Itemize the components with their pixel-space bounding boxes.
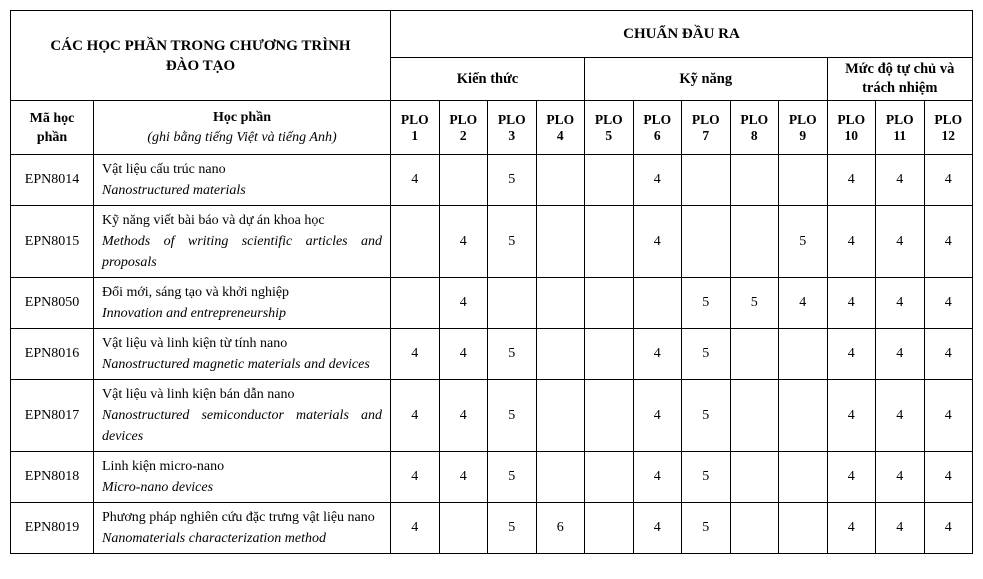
plo-value-cell <box>439 155 488 206</box>
course-name-english: Nanostructured semiconductor materials and devices <box>102 408 382 444</box>
plo-number: 7 <box>702 127 710 143</box>
plo-value-cell <box>585 452 634 503</box>
left-title-text: CÁC HỌC PHẦN TRONG CHƯƠNG TRÌNH ĐÀO TẠO <box>50 37 351 74</box>
group-header-ky-nang <box>585 58 828 101</box>
plo-column-header-5 <box>585 101 634 155</box>
plo-value-cell <box>730 206 779 278</box>
course-code-cell: EPN8016 <box>11 329 94 380</box>
course-name-vietnamese: Kỹ năng viết bài báo và dự án khoa học <box>102 213 325 228</box>
plo-value-cell: 5 <box>488 206 537 278</box>
plo-value-cell: 4 <box>924 380 973 452</box>
plo-value-cell: 4 <box>924 278 973 329</box>
plo-value-cell <box>779 155 828 206</box>
plo-value-cell: 4 <box>827 452 876 503</box>
plo-value-cell: 4 <box>391 503 440 554</box>
header-row-columns <box>11 101 973 155</box>
plo-value-cell: 4 <box>633 329 682 380</box>
plo-prefix: PLO <box>400 111 429 127</box>
plo-value-cell <box>633 278 682 329</box>
plo-value-cell: 4 <box>827 155 876 206</box>
plo-number: 5 <box>605 127 613 143</box>
plo-value-cell: 4 <box>391 329 440 380</box>
table-row <box>11 380 973 452</box>
plo-value-cell: 6 <box>536 503 585 554</box>
plo-value-cell: 4 <box>827 206 876 278</box>
plo-column-header-2 <box>439 101 488 155</box>
plo-value-cell <box>730 380 779 452</box>
plo-value-cell <box>730 329 779 380</box>
plo-value-cell: 4 <box>876 155 925 206</box>
course-name-english: Innovation and entrepreneurship <box>102 306 287 321</box>
course-code-cell: EPN8014 <box>11 155 94 206</box>
plo-value-cell: 4 <box>876 503 925 554</box>
course-name-vietnamese: Linh kiện micro-nano <box>102 459 225 474</box>
table-body <box>11 155 973 554</box>
plo-value-cell <box>585 155 634 206</box>
table-row <box>11 155 973 206</box>
plo-value-cell: 5 <box>682 503 731 554</box>
plo-value-cell <box>682 155 731 206</box>
plo-value-cell <box>585 206 634 278</box>
plo-value-cell <box>779 503 828 554</box>
course-name-cell <box>94 278 391 329</box>
plo-number: 6 <box>653 127 661 143</box>
plo-value-cell <box>391 278 440 329</box>
table-row <box>11 206 973 278</box>
plo-value-cell <box>488 278 537 329</box>
right-title-header: CHUẨN ĐẦU RA <box>391 11 973 58</box>
plo-column-header-1 <box>391 101 440 155</box>
table-row <box>11 278 973 329</box>
plo-value-cell: 5 <box>682 452 731 503</box>
plo-value-cell <box>730 452 779 503</box>
plo-value-cell <box>536 380 585 452</box>
course-name-cell <box>94 329 391 380</box>
course-name-vietnamese: Phương pháp nghiên cứu đặc trưng vật liệu nano <box>102 510 375 525</box>
plo-value-cell <box>536 452 585 503</box>
plo-value-cell <box>730 503 779 554</box>
plo-value-cell: 4 <box>439 329 488 380</box>
course-name-english: Nanomaterials characterization method <box>102 531 326 546</box>
plo-number: 4 <box>556 127 564 143</box>
name-column-header <box>94 101 391 155</box>
course-name-english: Nanostructured magnetic materials and devices <box>102 357 370 372</box>
plo-prefix: PLO <box>934 111 963 127</box>
course-name-english: Micro-nano devices <box>102 480 214 495</box>
plo-column-header-6 <box>633 101 682 155</box>
plo-prefix: PLO <box>788 111 817 127</box>
table-row <box>11 503 973 554</box>
plo-value-cell: 4 <box>827 278 876 329</box>
plo-value-cell: 4 <box>391 155 440 206</box>
plo-value-cell: 4 <box>876 329 925 380</box>
plo-prefix: PLO <box>837 111 866 127</box>
course-code-cell: EPN8050 <box>11 278 94 329</box>
plo-number: 2 <box>459 127 467 143</box>
plo-value-cell: 4 <box>633 206 682 278</box>
plo-column-header-11 <box>876 101 925 155</box>
group-label: Kỹ năng <box>679 70 733 87</box>
plo-value-cell <box>536 206 585 278</box>
plo-prefix: PLO <box>885 111 914 127</box>
plo-value-cell <box>779 380 828 452</box>
course-name-vietnamese: Vật liệu và linh kiện từ tính nano <box>102 336 288 351</box>
plo-value-cell <box>730 155 779 206</box>
plo-value-cell: 5 <box>488 155 537 206</box>
plo-value-cell: 5 <box>682 278 731 329</box>
plo-value-cell: 4 <box>391 380 440 452</box>
plo-value-cell: 4 <box>924 329 973 380</box>
plo-value-cell: 4 <box>439 278 488 329</box>
course-name-vietnamese: Vật liệu và linh kiện bán dẫn nano <box>102 387 295 402</box>
course-name-vietnamese: Đổi mới, sáng tạo và khởi nghiệp <box>102 285 290 300</box>
plo-value-cell: 4 <box>439 206 488 278</box>
plo-value-cell <box>585 503 634 554</box>
plo-value-cell <box>536 278 585 329</box>
plo-value-cell <box>439 503 488 554</box>
plo-value-cell: 5 <box>779 206 828 278</box>
plo-number: 12 <box>941 127 955 143</box>
plo-column-header-9 <box>779 101 828 155</box>
group-header-kien-thuc <box>391 58 585 101</box>
plo-value-cell: 4 <box>924 503 973 554</box>
plo-column-header-10 <box>827 101 876 155</box>
plo-value-cell: 4 <box>876 278 925 329</box>
course-code-cell: EPN8019 <box>11 503 94 554</box>
course-code-cell: EPN8015 <box>11 206 94 278</box>
plo-prefix: PLO <box>449 111 478 127</box>
plo-mapping-table <box>10 10 973 554</box>
plo-number: 1 <box>411 127 419 143</box>
name-column-subtitle: (ghi bằng tiếng Việt và tiếng Anh) <box>147 129 337 145</box>
plo-value-cell <box>585 278 634 329</box>
plo-value-cell: 4 <box>876 452 925 503</box>
plo-value-cell: 4 <box>633 452 682 503</box>
code-column-header: Mã học phần <box>11 101 94 155</box>
plo-value-cell: 5 <box>730 278 779 329</box>
course-code-cell: EPN8017 <box>11 380 94 452</box>
plo-value-cell <box>391 206 440 278</box>
table-header <box>11 11 973 155</box>
plo-value-cell: 4 <box>439 452 488 503</box>
left-title-header <box>11 11 391 101</box>
plo-prefix: PLO <box>643 111 672 127</box>
course-name-cell <box>94 380 391 452</box>
table-row <box>11 329 973 380</box>
plo-value-cell <box>779 329 828 380</box>
name-column-title: Học phần <box>213 109 271 125</box>
course-name-english: Methods of writing scientific articles and proposals <box>102 234 382 270</box>
plo-value-cell: 4 <box>827 380 876 452</box>
plo-prefix: PLO <box>740 111 769 127</box>
plo-number: 11 <box>893 127 907 143</box>
course-name-english: Nanostructured materials <box>102 183 246 198</box>
course-name-cell <box>94 452 391 503</box>
plo-value-cell: 5 <box>682 329 731 380</box>
plo-number: 9 <box>799 127 807 143</box>
plo-value-cell: 4 <box>924 206 973 278</box>
plo-column-header-4 <box>536 101 585 155</box>
plo-value-cell <box>585 329 634 380</box>
plo-number: 8 <box>750 127 758 143</box>
plo-value-cell <box>536 329 585 380</box>
plo-number: 3 <box>508 127 516 143</box>
plo-prefix: PLO <box>546 111 575 127</box>
plo-value-cell: 4 <box>439 380 488 452</box>
plo-value-cell: 4 <box>876 380 925 452</box>
plo-value-cell: 4 <box>924 155 973 206</box>
plo-value-cell: 4 <box>827 329 876 380</box>
plo-prefix: PLO <box>594 111 623 127</box>
course-name-cell <box>94 155 391 206</box>
plo-column-header-12 <box>924 101 973 155</box>
plo-value-cell: 5 <box>488 329 537 380</box>
plo-value-cell: 4 <box>633 503 682 554</box>
plo-prefix: PLO <box>497 111 526 127</box>
plo-value-cell <box>536 155 585 206</box>
table-row <box>11 452 973 503</box>
plo-value-cell: 5 <box>682 380 731 452</box>
course-name-cell <box>94 503 391 554</box>
group-label: Kiến thức <box>456 70 519 87</box>
plo-value-cell: 5 <box>488 452 537 503</box>
course-name-cell <box>94 206 391 278</box>
plo-value-cell: 4 <box>633 155 682 206</box>
plo-value-cell: 5 <box>488 503 537 554</box>
course-code-cell: EPN8018 <box>11 452 94 503</box>
plo-value-cell: 4 <box>924 452 973 503</box>
plo-column-header-3 <box>488 101 537 155</box>
header-row-titles <box>11 11 973 58</box>
plo-column-header-7 <box>682 101 731 155</box>
plo-value-cell <box>585 380 634 452</box>
group-label: Mức độ tự chủ và trách nhiệm <box>845 61 955 96</box>
course-name-vietnamese: Vật liệu cấu trúc nano <box>102 162 226 177</box>
plo-value-cell: 5 <box>488 380 537 452</box>
plo-value-cell <box>682 206 731 278</box>
plo-column-header-8 <box>730 101 779 155</box>
plo-prefix: PLO <box>691 111 720 127</box>
group-header-muc-do-tu-chu <box>827 58 973 101</box>
plo-value-cell: 4 <box>779 278 828 329</box>
plo-number: 10 <box>844 127 858 143</box>
plo-value-cell: 4 <box>876 206 925 278</box>
plo-value-cell: 4 <box>633 380 682 452</box>
plo-value-cell: 4 <box>827 503 876 554</box>
plo-value-cell: 4 <box>391 452 440 503</box>
plo-value-cell <box>779 452 828 503</box>
